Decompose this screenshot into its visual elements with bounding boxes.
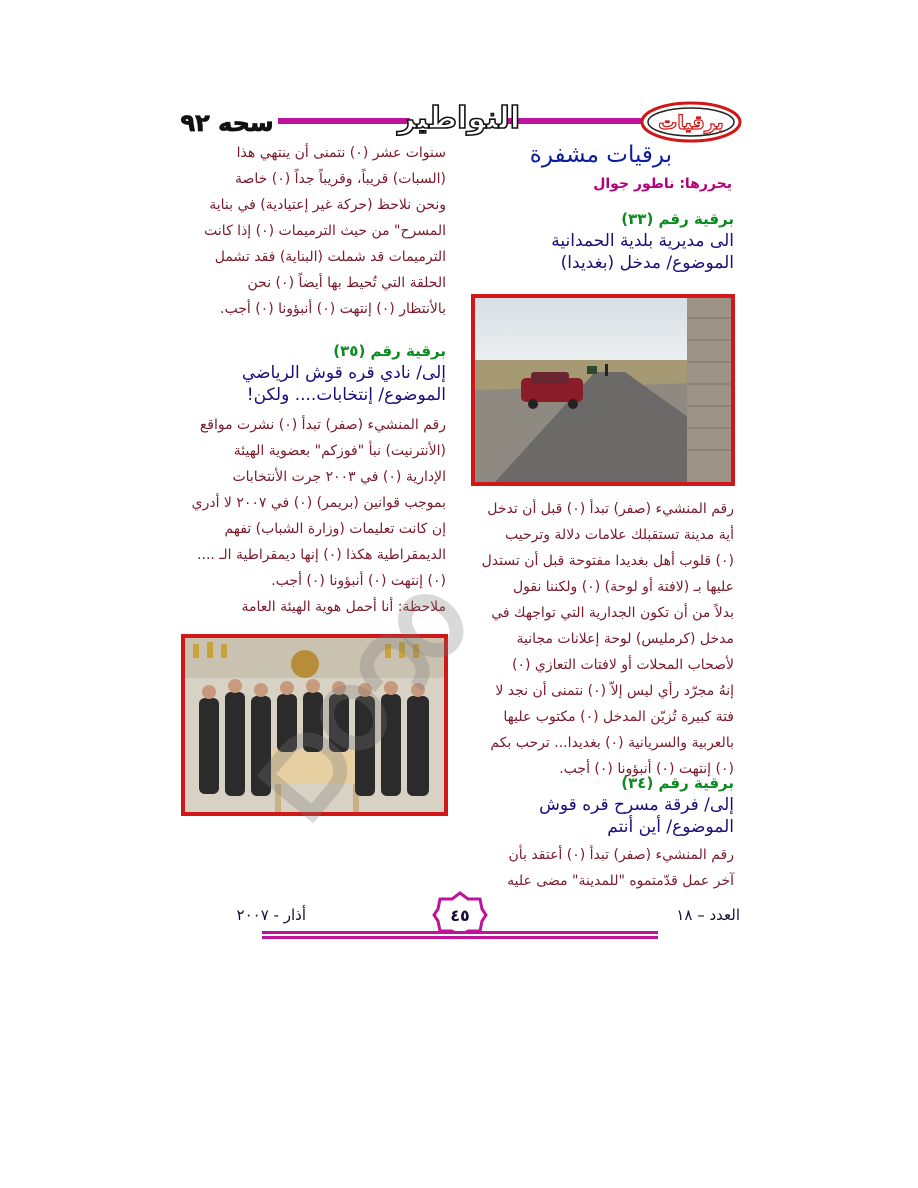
telegram-33-heading (468, 208, 734, 274)
section-badge-text: برقيات (658, 112, 724, 134)
body-line: فتة كبيرة تُزيّن المدخل (٠) مكتوب عليها (503, 709, 734, 725)
body-line: (٠) إنتهت (٠) أنبؤونا (٠) أجب. (559, 761, 734, 777)
page-label-badge (176, 98, 278, 142)
right-column-header (468, 140, 734, 192)
body-line: رقم المنشيء (صفر) تبدأ (٠) نشرت مواقع (199, 417, 446, 433)
page-number: ٤٥ (450, 906, 470, 925)
footer-rule (262, 931, 658, 939)
body-line: (٠) إنتهت (٠) أنبؤونا (٠) أجب. (271, 573, 446, 589)
body-line: ونحن نلاحظ (حركة غير إعتيادية) في بناية (209, 197, 446, 213)
body-line: الترميمات قد شملت (البناية) فقد تشمل (214, 249, 446, 265)
header-rule-right (506, 118, 654, 124)
body-line: رقم المنشيء (صفر) تبدأ (٠) أعتقد بأن (508, 847, 734, 863)
telegram-recipient: إلى/ نادي قره قوش الرياضي (241, 363, 446, 383)
telegram-35-heading (182, 340, 446, 406)
telegram-34-heading (468, 772, 734, 838)
body-line: (٠) قلوب أهل بغديدا مفتوحة قبل أن تستدل (481, 553, 734, 569)
body-line: آخر عمل قدّمتموه "للمدينة" مضى عليه (507, 873, 734, 889)
magazine-logo-text: النواطير (397, 101, 521, 136)
body-line: عليها بـ (لافتة أو لوحة) (٠) ولكننا نقول (512, 579, 734, 595)
issue-date: أذار - ٢٠٠٧ (236, 906, 306, 924)
body-line: بموجب قوانين (بريمر) (٠) في ٢٠٠٧ لا أدري (191, 495, 446, 511)
body-line: لأصحاب المحلات أو لافتات التعازي (٠) (511, 657, 734, 673)
body-line: سنوات عشر (٠) نتمنى أن ينتهي هذا (236, 145, 446, 161)
page-label-text: سحه ٩٢ (180, 109, 274, 137)
telegram-number: برقية رقم (٣٥) (333, 342, 446, 360)
body-line: المسرح" من حيث الترميمات (٠) إذا كانت (204, 223, 446, 239)
body-line: أية مدينة تستقبلك علامات دلالة وترحيب (504, 527, 734, 543)
body-line: (الأنترنيت) نبأ "فوزكم" بعضوية الهيئة (233, 443, 446, 459)
section-badge (640, 96, 742, 144)
telegram-recipient: إلى/ فرقة مسرح قره قوش (539, 795, 734, 815)
continued-text (182, 140, 446, 322)
body-line: مدخل (كرمليس) لوحة إعلانات مجانية (516, 631, 734, 647)
body-line: (السبات) قريباً، وقريباً جداً (٠) خاصة (234, 171, 446, 187)
body-line: بالأنتظار (٠) إنتهت (٠) أنبؤونا (٠) أجب. (220, 301, 446, 317)
section-title: برقيات مشفرة (529, 142, 672, 168)
body-line: رقم المنشيء (صفر) تبدأ (٠) قبل أن تدخل (487, 501, 734, 517)
issue-number: العدد – ١٨ (676, 906, 740, 924)
body-line: إن كانت تعليمات (وزارة الشباب) تفهم (224, 521, 446, 537)
body-line: بالعربية والسريانية (٠) بغديدا... ترحب بكم (490, 735, 734, 751)
watermark-graphic (230, 560, 490, 860)
body-line: الحلقة التي تُحيط بها أيضاً (٠) نحن (247, 275, 446, 291)
road-photo-image (475, 298, 731, 482)
road-entrance-photo (471, 294, 735, 486)
telegram-33-body (468, 496, 734, 782)
byline: يحررها: ناطور جوال (593, 176, 732, 192)
body-line: إنهُ مجرّد رأي ليس إلاّ (٠) نتمنى أن نجد لا (495, 683, 734, 699)
body-line: الإدارية (٠) في ٢٠٠٣ جرت الأنتخابات (232, 469, 446, 485)
body-line: ملاحظة: أنا أحمل هوية الهيئة العامة (241, 599, 446, 615)
header-rule-left (278, 118, 412, 124)
body-line: بدلاً من أن تكون الجدارية التي تواجهك في (491, 605, 734, 621)
telegram-recipient: الى مديرية بلدية الحمدانية (551, 231, 734, 251)
body-line: الديمقراطية هكذا (٠) إنها ديمقراطية الـ .... (197, 547, 446, 563)
telegram-number: برقية رقم (٣٤) (621, 774, 734, 792)
telegram-34-body (468, 842, 734, 894)
telegram-subject: الموضوع/ مدخل (بغديدا) (560, 253, 734, 273)
telegram-number: برقية رقم (٣٣) (621, 210, 734, 228)
magazine-logo (397, 92, 521, 138)
telegram-subject: الموضوع/ أين أنتم (607, 817, 734, 837)
telegram-subject: الموضوع/ إنتخابات.... ولكن! (246, 385, 446, 405)
